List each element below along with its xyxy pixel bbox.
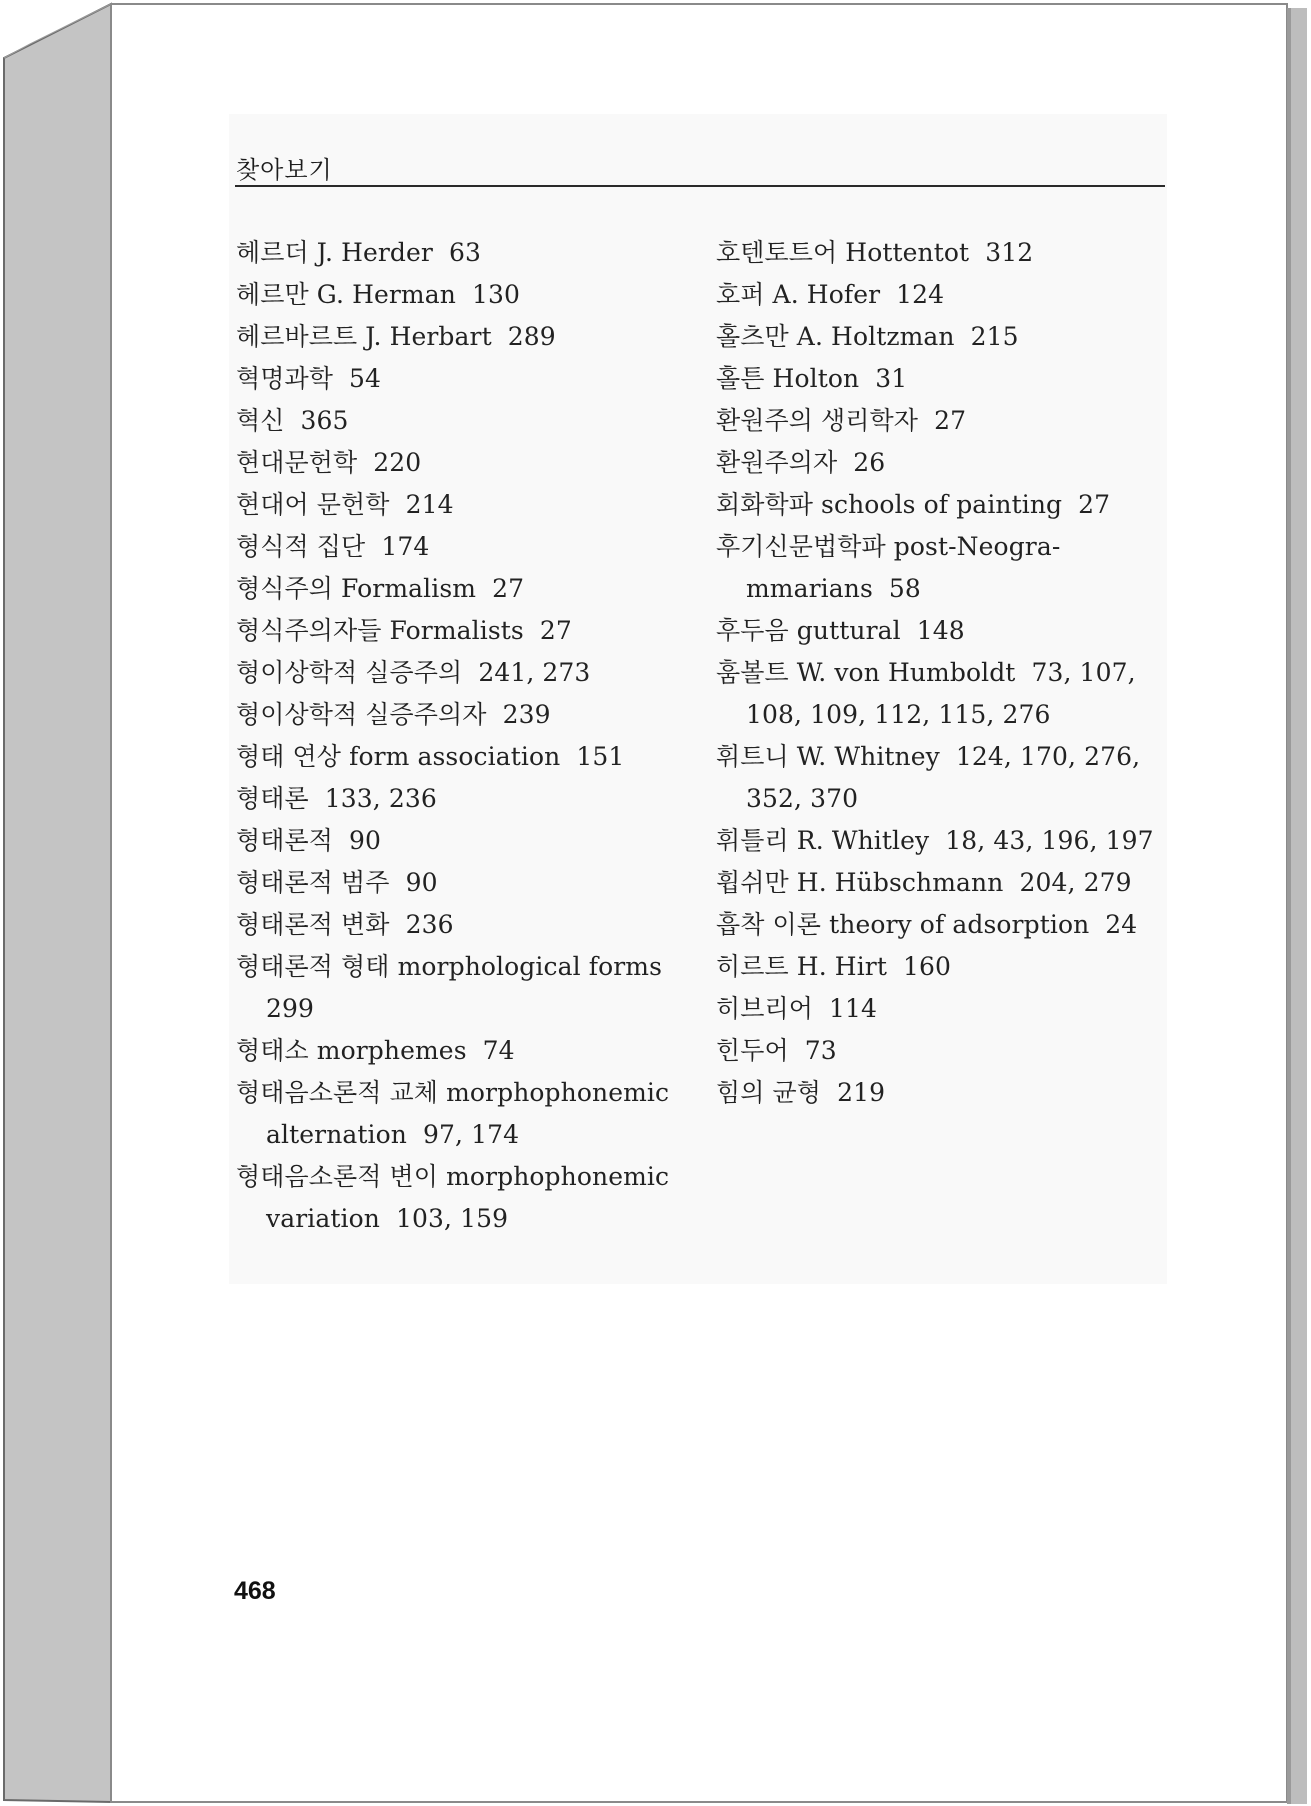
index-term: 호퍼 A. Hofer (716, 280, 881, 309)
index-term: 형이상학적 실증주의 (236, 658, 463, 687)
header-rule (235, 185, 1165, 187)
index-pages: 124, 170, 276, (955, 742, 1141, 771)
index-term: 흡착 이론 theory of adsorption (716, 910, 1090, 939)
index-entry (236, 316, 686, 358)
index-entry (236, 946, 686, 988)
index-term: 환원주의자 (716, 448, 838, 477)
index-entry (716, 988, 1166, 1030)
index-term: 형태음소론적 변이 morphophonemic (236, 1162, 670, 1191)
index-pages: 289 (507, 322, 556, 351)
index-pages: 241, 273 (478, 658, 591, 687)
index-pages: 124 (896, 280, 945, 309)
index-entry (236, 484, 686, 526)
page-edge-line (1287, 8, 1291, 1804)
index-term: alternation (266, 1120, 407, 1149)
index-pages: 97, 174 (423, 1120, 520, 1149)
index-entry (236, 778, 686, 820)
index-entry (716, 1030, 1166, 1072)
index-term: 형태론적 (236, 826, 334, 855)
index-entry (236, 1030, 686, 1072)
index-pages: 27 (539, 616, 572, 645)
index-term: 혁명과학 (236, 364, 334, 393)
index-pages: 352, 370 (746, 784, 859, 813)
index-pages: 219 (837, 1078, 886, 1107)
index-pages: 174 (381, 532, 430, 561)
index-pages: 63 (448, 238, 481, 267)
page-header-title: 찾아보기 (236, 156, 333, 184)
index-pages: 214 (405, 490, 454, 519)
index-entry (716, 274, 1166, 316)
index-entry (236, 1156, 686, 1198)
index-column-left (236, 232, 686, 1240)
index-term: 형태론적 범주 (236, 868, 390, 897)
index-entry (716, 442, 1166, 484)
index-term: 헤르바르트 J. Herbart (236, 322, 492, 351)
index-entry (236, 652, 686, 694)
index-term: 홀츠만 A. Holtzman (716, 322, 955, 351)
index-pages: 204, 279 (1019, 868, 1132, 897)
index-entry (236, 1072, 686, 1114)
index-entry (236, 274, 686, 316)
index-term: 휩쉬만 H. Hübschmann (716, 868, 1004, 897)
index-entry (716, 316, 1166, 358)
index-term: 회화학파 schools of painting (716, 490, 1063, 519)
index-pages: 26 (853, 448, 886, 477)
index-term: 휘트니 W. Whitney (716, 742, 940, 771)
index-term: 후기신문법학파 post-Neogra- (716, 532, 1061, 561)
book-spine (4, 4, 111, 1802)
index-term: 현대문헌학 (236, 448, 358, 477)
index-entry (236, 1198, 686, 1240)
index-term: 힘의 균형 (716, 1078, 822, 1107)
index-entry (716, 820, 1166, 862)
index-pages: 108, 109, 112, 115, 276 (746, 700, 1051, 729)
index-term: 히브리어 (716, 994, 814, 1023)
index-entry (236, 736, 686, 778)
index-pages: 74 (482, 1036, 515, 1065)
index-term: 홀튼 Holton (716, 364, 860, 393)
index-pages: 133, 236 (324, 784, 437, 813)
index-entry (716, 358, 1166, 400)
index-pages: 130 (471, 280, 520, 309)
index-entry (236, 568, 686, 610)
index-pages: 24 (1105, 910, 1138, 939)
index-entry (236, 442, 686, 484)
index-entry (236, 526, 686, 568)
index-term: 형태론적 형태 morphological forms (236, 952, 663, 981)
index-term: 형태론 (236, 784, 309, 813)
index-term: 형식주의자들 Formalists (236, 616, 524, 645)
index-pages: 160 (903, 952, 952, 981)
index-entry (716, 862, 1166, 904)
index-entry (236, 862, 686, 904)
index-term: 형태 연상 form association (236, 742, 561, 771)
index-pages: 73 (804, 1036, 837, 1065)
index-pages: 54 (349, 364, 382, 393)
index-entry (716, 652, 1166, 694)
index-pages: 114 (829, 994, 878, 1023)
index-term: 혁신 (236, 406, 285, 435)
index-entry (716, 484, 1166, 526)
index-term: 형식주의 Formalism (236, 574, 477, 603)
index-term: 헤르더 J. Herder (236, 238, 433, 267)
index-pages: 73, 107, (1031, 658, 1136, 687)
index-pages: 18, 43, 196, 197 (945, 826, 1154, 855)
index-pages: 31 (875, 364, 908, 393)
index-column-right (716, 232, 1166, 1114)
index-entry (716, 778, 1166, 820)
index-entry (716, 610, 1166, 652)
index-term: 휘틀리 R. Whitley (716, 826, 930, 855)
index-entry (716, 946, 1166, 988)
index-entry (236, 694, 686, 736)
index-pages: 90 (405, 868, 438, 897)
index-term: 호텐토트어 Hottentot (716, 238, 970, 267)
index-pages: 103, 159 (395, 1204, 509, 1233)
index-entry (236, 988, 686, 1030)
index-term: 형이상학적 실증주의자 (236, 700, 487, 729)
index-pages: 27 (1078, 490, 1111, 519)
index-term: 힌두어 (716, 1036, 789, 1065)
index-entry (236, 610, 686, 652)
index-entry (716, 904, 1166, 946)
index-entry (236, 358, 686, 400)
index-pages: 220 (373, 448, 422, 477)
index-term: 환원주의 생리학자 (716, 406, 919, 435)
index-entry (716, 736, 1166, 778)
index-pages: 312 (985, 238, 1034, 267)
index-entry (236, 904, 686, 946)
index-pages: 239 (502, 700, 551, 729)
index-pages: 365 (300, 406, 349, 435)
index-term: 현대어 문헌학 (236, 490, 390, 519)
index-entry (716, 568, 1166, 610)
index-term: mmarians (746, 574, 873, 603)
index-entry (236, 400, 686, 442)
index-pages: 27 (934, 406, 967, 435)
index-term: 훔볼트 W. von Humboldt (716, 658, 1016, 687)
index-pages: 27 (492, 574, 525, 603)
index-term: 형태음소론적 교체 morphophonemic (236, 1078, 670, 1107)
index-pages: 299 (266, 994, 315, 1023)
index-entry (236, 820, 686, 862)
index-entry (716, 1072, 1166, 1114)
index-term: 형식적 집단 (236, 532, 366, 561)
index-term: 형태론적 변화 (236, 910, 390, 939)
index-entry (236, 1114, 686, 1156)
index-entry (716, 232, 1166, 274)
index-term: 후두음 guttural (716, 616, 901, 645)
index-pages: 58 (888, 574, 921, 603)
index-term: 헤르만 G. Herman (236, 280, 456, 309)
page-number: 468 (234, 1577, 276, 1605)
index-term: variation (266, 1204, 380, 1233)
index-entry (716, 694, 1166, 736)
index-pages: 151 (576, 742, 625, 771)
index-term: 히르트 H. Hirt (716, 952, 887, 981)
index-entry (716, 526, 1166, 568)
index-entry (236, 232, 686, 274)
index-pages: 148 (916, 616, 965, 645)
index-term: 형태소 morphemes (236, 1036, 467, 1065)
index-pages: 90 (349, 826, 382, 855)
index-pages: 236 (405, 910, 454, 939)
index-pages: 215 (970, 322, 1019, 351)
index-entry (716, 400, 1166, 442)
